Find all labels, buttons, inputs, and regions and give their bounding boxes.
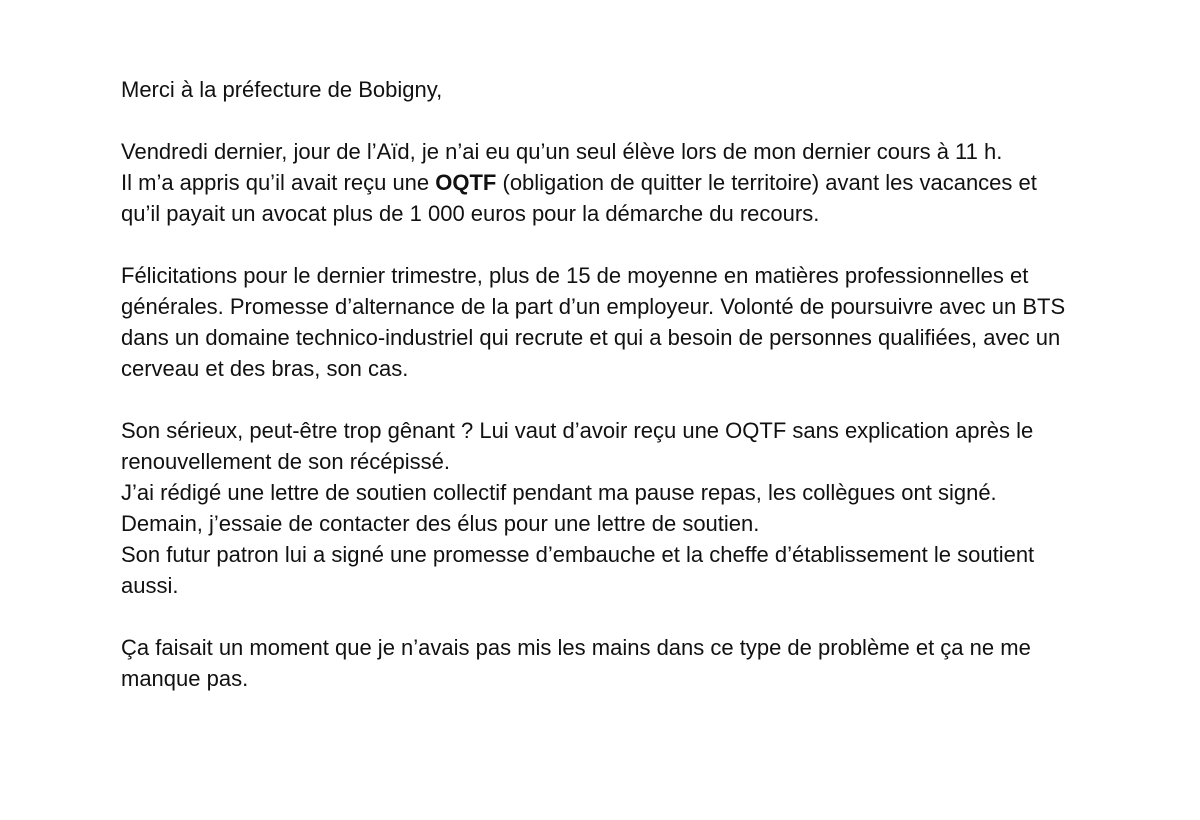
paragraph-2 <box>121 260 1066 384</box>
oqtf-bold-term: OQTF <box>435 170 497 195</box>
paragraph-1 <box>121 136 1066 229</box>
paragraph-3 <box>121 415 1066 601</box>
paragraph-3-line-2: J’ai rédigé une lettre de soutien collectif pendant ma pause repas, les collègues ont signé. <box>121 480 997 505</box>
paragraph-4-text: Ça faisait un moment que je n’avais pas mis les mains dans ce type de problème et ça ne me manque pas. <box>121 635 1031 691</box>
paragraph-3-line-1: Son sérieux, peut-être trop gênant ? Lui vaut d’avoir reçu une OQTF sans explication après le renouvellement de son récépissé. <box>121 418 1034 474</box>
paragraph-1-line-1: Vendredi dernier, jour de l’Aïd, je n’ai eu qu’un seul élève lors de mon dernier cours à 11 h. <box>121 139 1003 164</box>
salutation <box>121 74 1066 105</box>
salutation-text: Merci à la préfecture de Bobigny, <box>121 77 443 102</box>
paragraph-3-line-3: Demain, j’essaie de contacter des élus pour une lettre de soutien. <box>121 511 760 536</box>
letter-document <box>121 74 1066 725</box>
paragraph-3-line-4: Son futur patron lui a signé une promesse d’embauche et la cheffe d’établissement le soutient aussi. <box>121 542 1035 598</box>
paragraph-1-line-2 <box>121 167 1066 229</box>
paragraph-1-line-2-start: Il m’a appris qu’il avait reçu une <box>121 170 436 195</box>
paragraph-2-text: Félicitations pour le dernier trimestre, plus de 15 de moyenne en matières professionnelles et générales. Promesse d’alternance de la part d’un employeur. Volonté de poursuivre avec un BTS dans un domaine technico-industriel qui recrute et qui a besoin de personnes qualifiées, avec un cerveau et des bras, son cas. <box>121 263 1066 381</box>
paragraph-1-line-2-end: (obligation de quitter le territoire) avant les vacances et qu’il payait un avocat plus de 1 000 euros pour la démarche du recours. <box>121 170 1037 226</box>
paragraph-4 <box>121 632 1066 694</box>
